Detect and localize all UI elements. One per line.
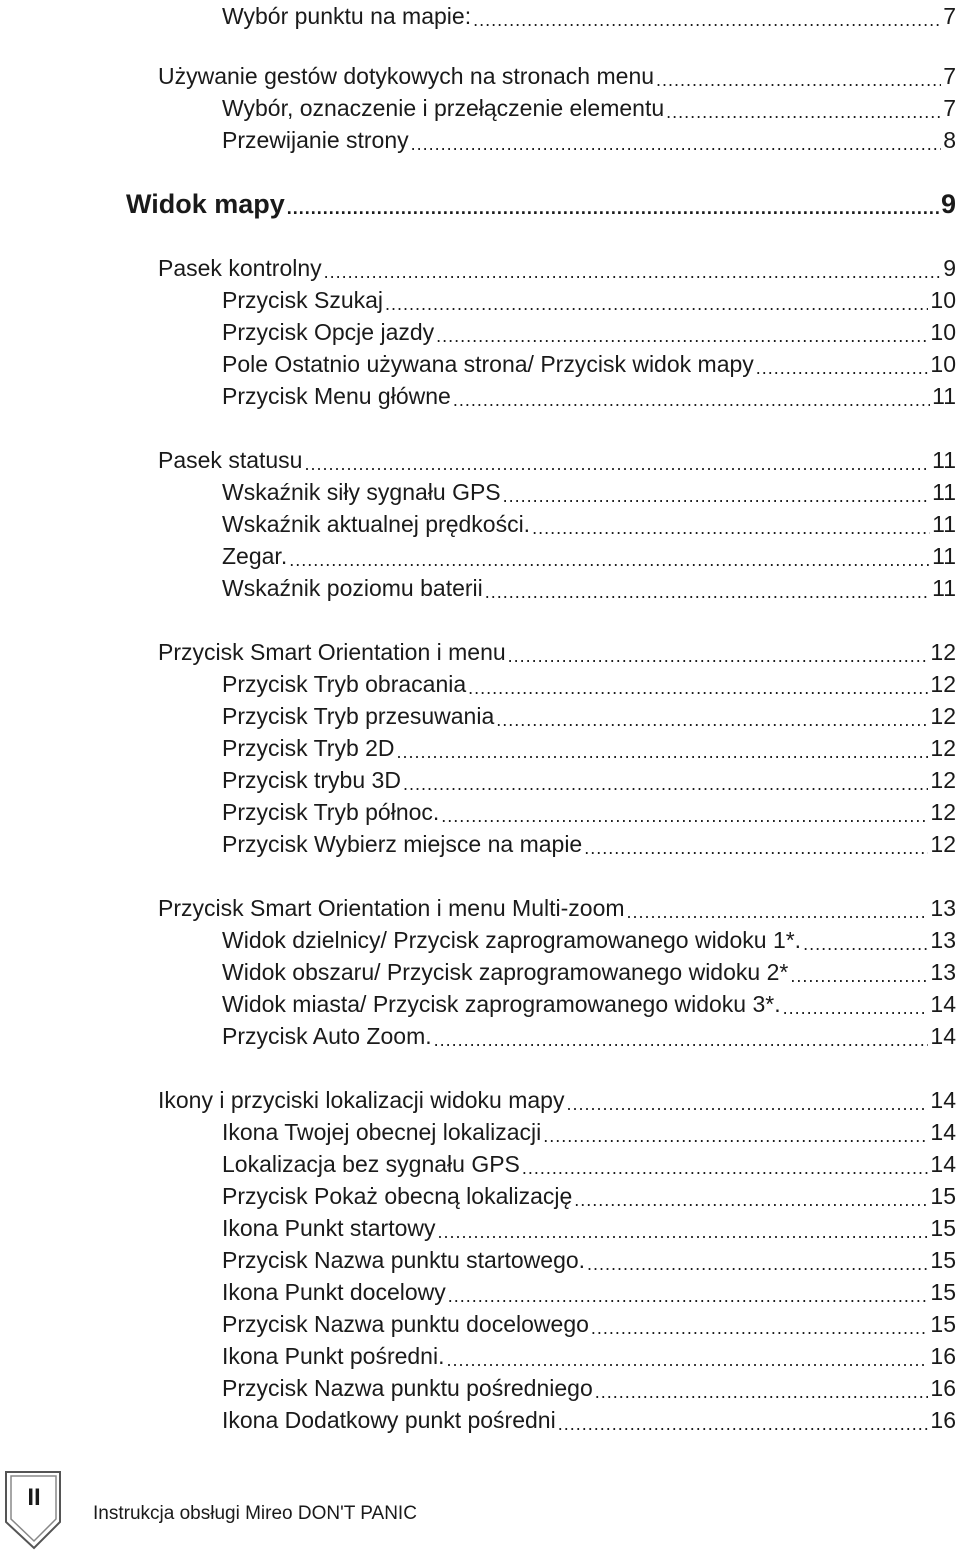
page-number-badge (4, 1470, 62, 1550)
toc-leader-dots (496, 700, 928, 732)
toc-entry-title: Lokalizacja bez sygnału GPS (222, 1151, 520, 1177)
toc-leader-dots (566, 1084, 928, 1116)
toc-entry-title: Ikona Punkt startowy (222, 1215, 436, 1241)
toc-leader-dots (666, 92, 941, 124)
toc-entry-title: Wybór punktu na mapie: (222, 3, 472, 29)
toc-leader-dots (289, 540, 930, 572)
toc-entry-page: 11 (932, 447, 956, 473)
toc-entry-title: Wskaźnik siły sygnału GPS (222, 479, 501, 505)
toc-entry-title: Przycisk Pokaż obecną lokalizację (222, 1183, 573, 1209)
toc-entry[interactable] (222, 1180, 960, 1212)
toc-entry-title: Ikona Dodatkowy punkt pośredni (222, 1407, 556, 1433)
toc-entry-title: Ikona Punkt pośredni. (222, 1343, 445, 1369)
toc-entry-title: Przycisk Wybierz miejsce na mapie (222, 831, 583, 857)
toc-entry-title: Pole Ostatnio używana strona/ Przycisk widok mapy (222, 351, 754, 377)
toc-leader-dots (453, 380, 930, 412)
toc-entry[interactable] (222, 732, 960, 764)
toc-entry[interactable] (222, 988, 960, 1020)
toc-entry[interactable] (158, 1084, 960, 1116)
toc-leader-dots (411, 124, 942, 156)
toc-entry-page: 12 (930, 639, 956, 665)
toc-leader-dots (438, 1212, 929, 1244)
toc-entry[interactable] (222, 348, 960, 380)
toc-entry-title: Przycisk Opcje jazdy (222, 319, 435, 345)
toc-entry[interactable] (222, 668, 960, 700)
toc-entry[interactable] (222, 1372, 960, 1404)
toc-entry[interactable] (222, 924, 960, 956)
toc-entry-page: 12 (930, 831, 956, 857)
toc-entry[interactable] (222, 700, 960, 732)
toc-entry-page: 16 (930, 1407, 956, 1433)
toc-entry[interactable] (126, 188, 960, 220)
toc-entry-title: Przycisk Tryb 2D (222, 735, 395, 761)
toc-entry-title: Wybór, oznaczenie i przełączenie elementu (222, 95, 665, 121)
page-badge-icon (4, 1470, 62, 1550)
toc-entry[interactable] (222, 1116, 960, 1148)
toc-entry-page: 7 (943, 95, 956, 121)
toc-entry[interactable] (222, 1276, 960, 1308)
toc-entry-title: Używanie gestów dotykowych na stronach menu (158, 63, 655, 89)
toc-entry-title: Przycisk Nazwa punktu startowego. (222, 1247, 586, 1273)
toc-entry-page: 15 (930, 1183, 956, 1209)
footer-title: Instrukcja obsługi Mireo DON'T PANIC (93, 1503, 417, 1524)
toc-leader-dots (508, 636, 929, 668)
toc-entry[interactable] (222, 1404, 960, 1436)
toc-entry-title: Przycisk Tryb obracania (222, 671, 467, 697)
toc-entry-page: 10 (930, 287, 956, 313)
toc-entry-title: Pasek statusu (158, 447, 303, 473)
toc-entry[interactable] (222, 0, 960, 32)
toc-entry[interactable] (222, 828, 960, 860)
toc-entry[interactable] (222, 764, 960, 796)
toc-entry-page: 15 (930, 1311, 956, 1337)
toc-entry[interactable] (222, 1308, 960, 1340)
toc-entry-page: 7 (943, 63, 956, 89)
toc-entry-page: 14 (930, 1119, 956, 1145)
toc-entry-page: 15 (930, 1247, 956, 1273)
toc-entry[interactable] (158, 892, 960, 924)
toc-entry[interactable] (222, 1244, 960, 1276)
toc-leader-dots (595, 1372, 929, 1404)
toc-entry-page: 12 (930, 703, 956, 729)
toc-entry-title: Pasek kontrolny (158, 255, 322, 281)
toc-leader-dots (803, 924, 928, 956)
toc-entry[interactable] (222, 92, 960, 124)
toc-leader-dots (584, 828, 928, 860)
toc-entry-title: Przycisk Tryb przesuwania (222, 703, 495, 729)
toc-leader-dots (441, 796, 928, 828)
toc-entry-page: 12 (930, 735, 956, 761)
toc-leader-dots (790, 956, 928, 988)
toc-entry-title: Zegar. (222, 543, 288, 569)
toc-leader-dots (485, 572, 930, 604)
toc-entry-title: Przycisk Menu główne (222, 383, 451, 409)
toc-leader-dots (756, 348, 929, 380)
toc-leader-dots (503, 476, 930, 508)
toc-entry[interactable] (158, 636, 960, 668)
toc-entry-page: 13 (930, 959, 956, 985)
toc-leader-dots (385, 284, 928, 316)
toc-entry[interactable] (158, 252, 960, 284)
toc-entry-title: Ikony i przyciski lokalizacji widoku mapy (158, 1087, 565, 1113)
toc-entry-page: 14 (930, 991, 956, 1017)
toc-leader-dots (591, 1308, 929, 1340)
toc-entry-page: 14 (930, 1023, 956, 1049)
toc-leader-dots (434, 1020, 929, 1052)
toc-entry-page: 15 (930, 1279, 956, 1305)
toc-entry-page: 11 (932, 575, 956, 601)
toc-leader-dots (627, 892, 929, 924)
toc-entry[interactable] (222, 796, 960, 828)
toc-leader-dots (304, 444, 930, 476)
toc-leader-dots (473, 0, 941, 32)
toc-entry[interactable] (222, 572, 960, 604)
toc-leader-dots (287, 188, 939, 220)
page-number: II (27, 1484, 41, 1511)
toc-entry-page: 14 (930, 1087, 956, 1113)
toc-entry[interactable] (158, 444, 960, 476)
toc-entry-page: 12 (930, 767, 956, 793)
toc-entry-title: Wskaźnik poziomu baterii (222, 575, 483, 601)
toc-entry-page: 15 (930, 1215, 956, 1241)
toc-entry-page: 12 (930, 799, 956, 825)
toc-entry[interactable] (222, 316, 960, 348)
toc-entry[interactable] (222, 956, 960, 988)
toc-entry-page: 9 (943, 255, 956, 281)
toc-entry-title: Widok dzielnicy/ Przycisk zaprogramowanego widoku 1*. (222, 927, 802, 953)
toc-entry-title: Przycisk Tryb północ. (222, 799, 440, 825)
toc-entry-page: 12 (930, 671, 956, 697)
toc-entry-page: 11 (932, 543, 956, 569)
toc-entry-page: 7 (943, 3, 956, 29)
toc-entry-title: Przycisk Smart Orientation i menu (158, 639, 506, 665)
toc-entry-title: Ikona Punkt docelowy (222, 1279, 446, 1305)
toc-entry-title: Widok mapy (126, 189, 285, 219)
toc-entry-page: 11 (932, 479, 956, 505)
toc-entry-page: 13 (930, 895, 956, 921)
toc-leader-dots (397, 732, 929, 764)
toc-leader-dots (446, 1340, 928, 1372)
toc-entry-page: 16 (930, 1375, 956, 1401)
toc-leader-dots (448, 1276, 929, 1308)
toc-leader-dots (522, 1148, 929, 1180)
toc-entry[interactable] (222, 1148, 960, 1180)
toc-entry-page: 11 (932, 383, 956, 409)
toc-entry-title: Ikona Twojej obecnej lokalizacji (222, 1119, 542, 1145)
toc-entry-page: 11 (932, 511, 956, 537)
toc-entry-page: 9 (940, 189, 956, 219)
toc-leader-dots (324, 252, 942, 284)
toc-entry-title: Widok obszaru/ Przycisk zaprogramowanego widoku 2* (222, 959, 789, 985)
toc-entry[interactable] (222, 1020, 960, 1052)
toc-entry[interactable] (222, 476, 960, 508)
toc-entry[interactable] (222, 124, 960, 156)
toc-entry-page: 16 (930, 1343, 956, 1369)
toc-entry[interactable] (222, 1340, 960, 1372)
toc-leader-dots (558, 1404, 929, 1436)
toc-entry-page: 14 (930, 1151, 956, 1177)
toc-entry[interactable] (222, 380, 960, 412)
toc-entry[interactable] (222, 284, 960, 316)
toc-leader-dots (403, 764, 928, 796)
toc-entry-title: Przycisk Auto Zoom. (222, 1023, 432, 1049)
toc-entry-page: 10 (930, 351, 956, 377)
toc-leader-dots (783, 988, 929, 1020)
toc-entry-title: Przewijanie strony (222, 127, 409, 153)
toc-entry-title: Widok miasta/ Przycisk zaprogramowanego widoku 3*. (222, 991, 781, 1017)
toc-entry-title: Przycisk Nazwa punktu docelowego (222, 1311, 589, 1337)
toc-entry-page: 13 (930, 927, 956, 953)
toc-entry[interactable] (222, 1212, 960, 1244)
toc-leader-dots (543, 1116, 928, 1148)
toc-entry-title: Przycisk trybu 3D (222, 767, 401, 793)
toc-entry-title: Wskaźnik aktualnej prędkości. (222, 511, 531, 537)
toc-leader-dots (574, 1180, 928, 1212)
toc-entry[interactable] (222, 508, 960, 540)
toc-entry-page: 10 (930, 319, 956, 345)
toc-entry[interactable] (158, 60, 960, 92)
toc-leader-dots (468, 668, 928, 700)
toc-entry-title: Przycisk Smart Orientation i menu Multi-zoom (158, 895, 625, 921)
toc-leader-dots (532, 508, 930, 540)
toc-leader-dots (656, 60, 941, 92)
toc-leader-dots (587, 1244, 928, 1276)
toc-entry-page: 8 (943, 127, 956, 153)
toc-entry-title: Przycisk Nazwa punktu pośredniego (222, 1375, 593, 1401)
toc-leader-dots (436, 316, 928, 348)
toc-entry[interactable] (222, 540, 960, 572)
toc-entry-title: Przycisk Szukaj (222, 287, 384, 313)
